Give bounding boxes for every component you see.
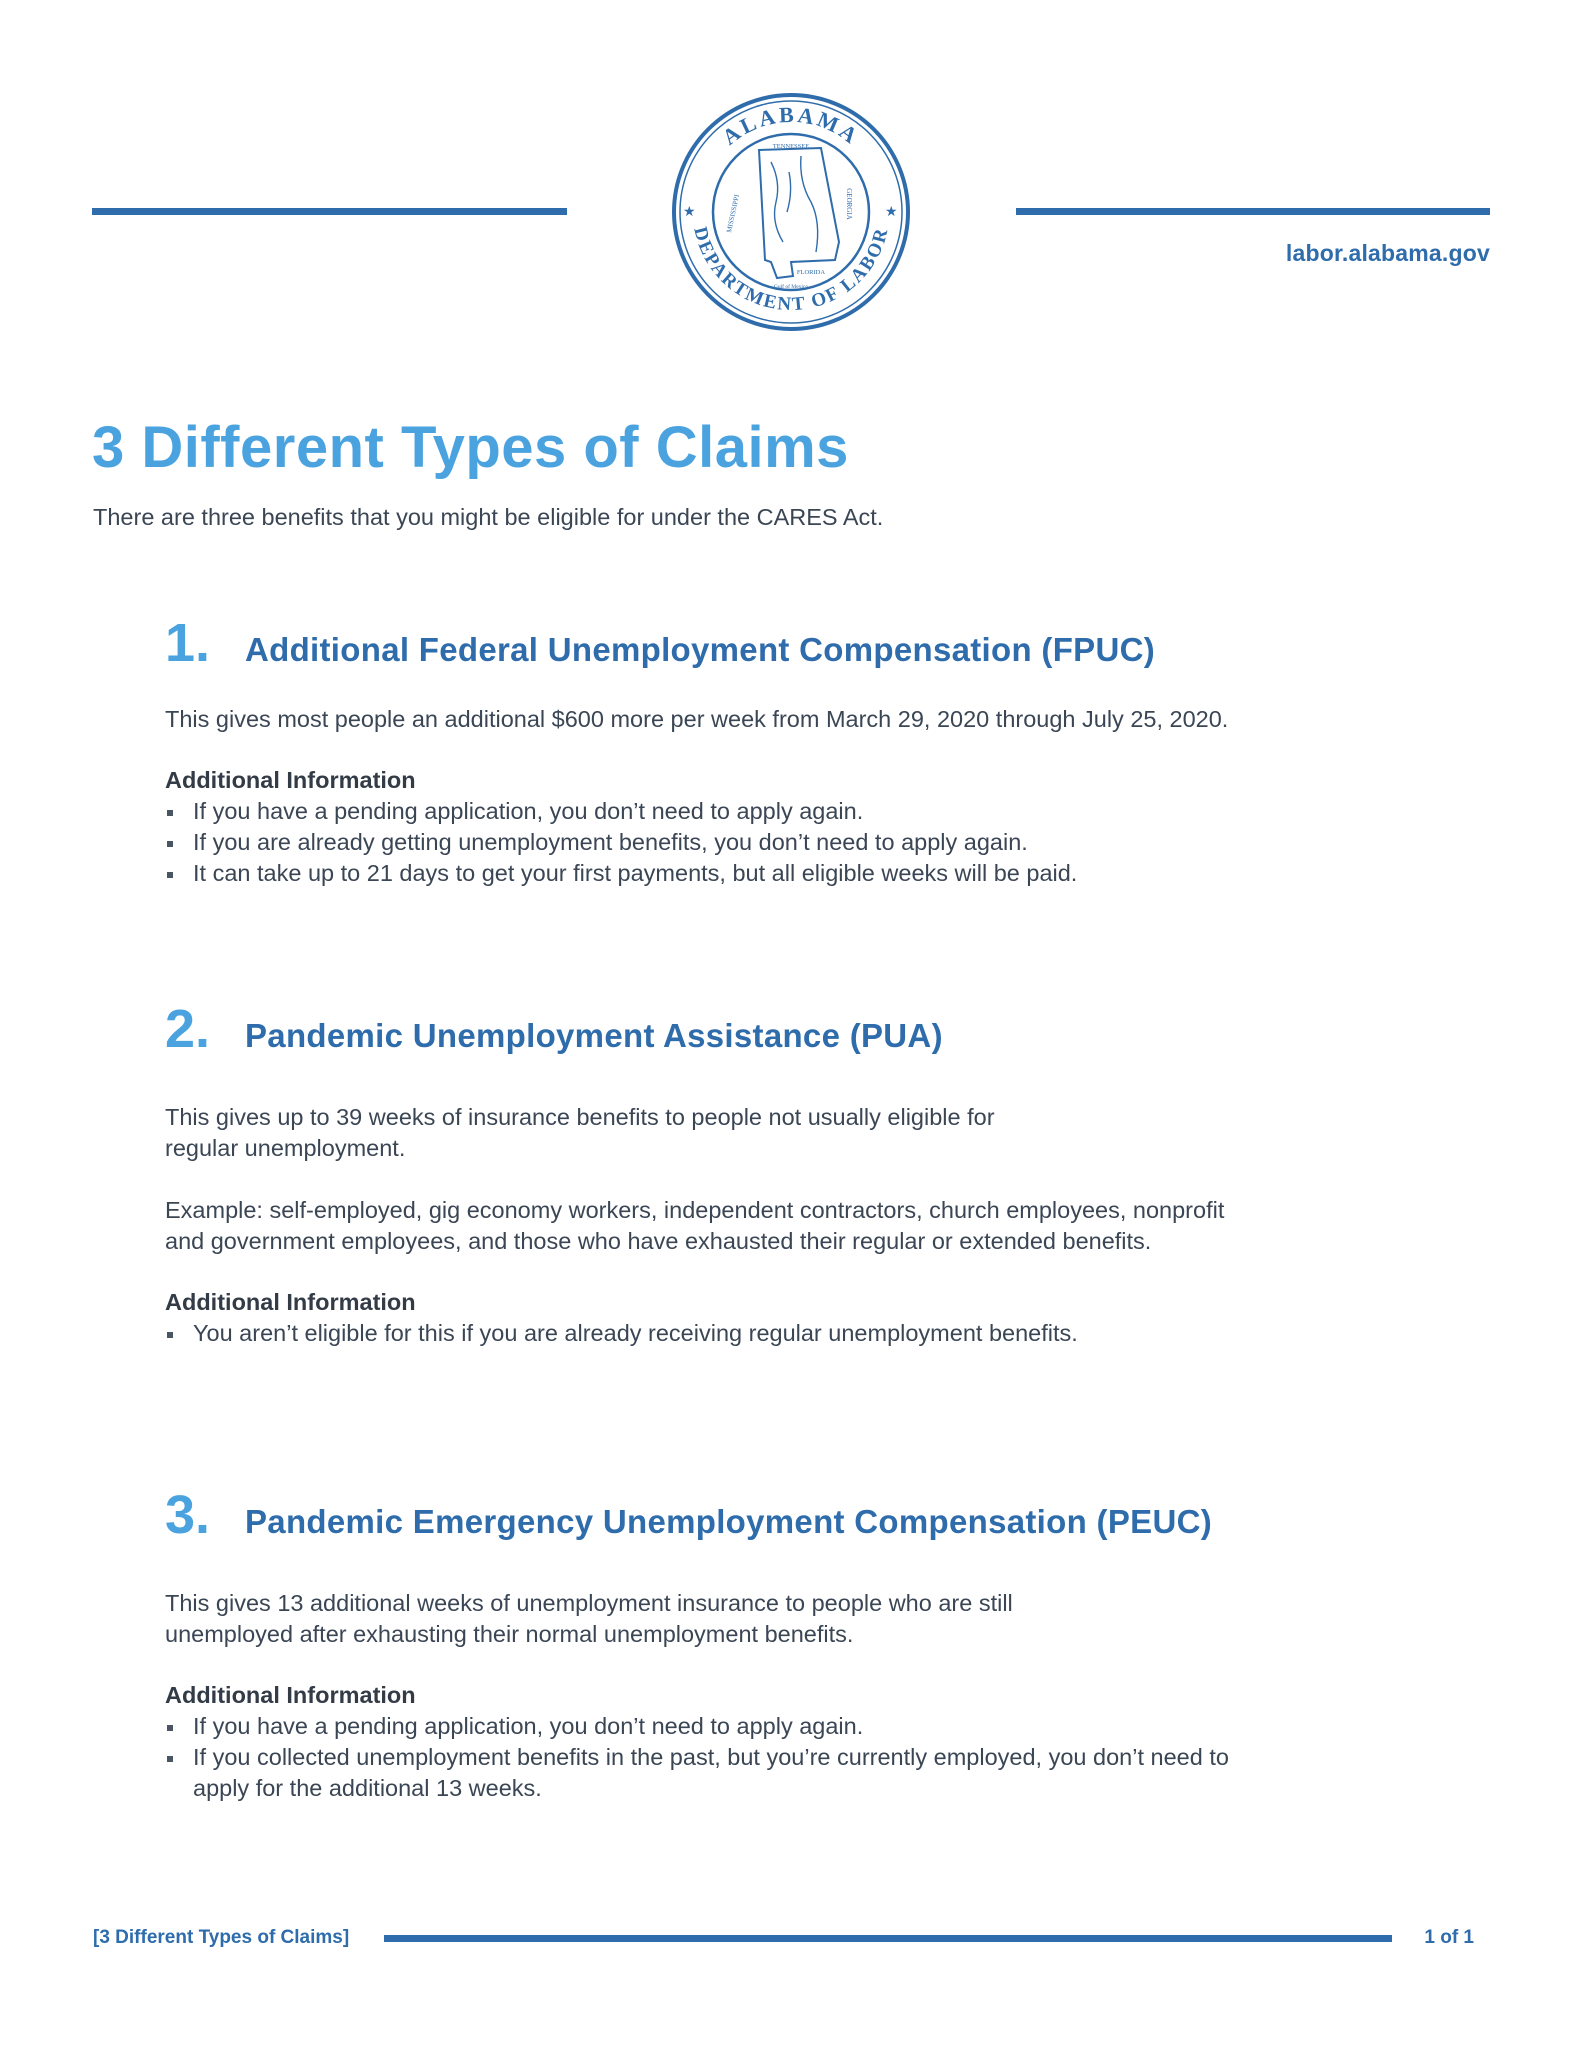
additional-info-label: Additional Information (165, 1289, 416, 1315)
intro-text: There are three benefits that you might be eligible for under the CARES Act. (93, 504, 884, 530)
section-paragraph: This gives 13 additional weeks of unemployment insurance to people who are still unemployed after exhausting their normal unemployment benefits. (165, 1590, 1013, 1647)
bullet-list (165, 1711, 1395, 1804)
seal-top-text: ALABAMA (717, 101, 865, 150)
section-header (165, 612, 1395, 674)
section-paragraph: This gives up to 39 weeks of insurance benefits to people not usually eligible for regular unemployment. (165, 1104, 995, 1161)
seal-label-mississippi: MISSISSIPPI (725, 193, 742, 234)
seal-label-florida: FLORIDA (796, 269, 826, 276)
section-paragraph: This gives most people an additional $600 more per week from March 29, 2020 through July 25, 2020. (165, 706, 1229, 732)
department-of-labor-seal (671, 92, 911, 332)
seal-label-gulf: Gulf of Mexico (773, 284, 809, 290)
section-title: Additional Federal Unemployment Compensation (FPUC) (245, 631, 1156, 668)
header-rule-left (92, 208, 567, 215)
alabama-map-outline (759, 148, 839, 278)
section-paragraph: Example: self-employed, gig economy workers, independent contractors, church employees, nonprofit and government employees, and those who have exhausted their regular or extended benefits. (165, 1197, 1225, 1254)
page-title: 3 Different Types of Claims (92, 415, 849, 480)
seal-star-right: ★ (885, 203, 898, 219)
section-peuc (165, 1484, 1395, 1804)
additional-info-label: Additional Information (165, 1682, 416, 1708)
footer-rule (384, 1935, 1392, 1942)
section-number: 3. (165, 1485, 211, 1545)
list-item: If you are already getting unemployment benefits, you don’t need to apply again. (165, 827, 1395, 858)
list-item: It can take up to 21 days to get your first payments, but all eligible weeks will be paid. (165, 858, 1395, 889)
section-title: Pandemic Emergency Unemployment Compensation (PEUC) (245, 1503, 1212, 1540)
seal-star-left: ★ (683, 203, 696, 219)
bullet-list (165, 1318, 1395, 1349)
svg-text:DEPARTMENT OF LABOR (689, 225, 892, 315)
map-rivers (771, 156, 818, 252)
seal-bottom-text: DEPARTMENT OF LABOR (689, 224, 893, 316)
section-pua (165, 998, 1395, 1349)
website-link[interactable]: labor.alabama.gov (1285, 240, 1490, 266)
list-item: If you have a pending application, you don’t need to apply again. (165, 796, 1395, 827)
list-item: If you collected unemployment benefits in the past, but you’re currently employed, you don’t need to apply for the additional 13 weeks. (165, 1742, 1395, 1804)
footer-document-title: [3 Different Types of Claims] (93, 1927, 350, 1948)
section-number: 2. (165, 999, 211, 1059)
header-rule-right (1016, 208, 1490, 215)
list-item: You aren’t eligible for this if you are already receiving regular unemployment benefits. (165, 1318, 1395, 1349)
bullet-list (165, 796, 1395, 889)
section-header (165, 998, 1395, 1060)
section-fpuc (165, 612, 1395, 889)
additional-info-label: Additional Information (165, 767, 416, 793)
list-item: If you have a pending application, you don’t need to apply again. (165, 1711, 1395, 1742)
seal-label-georgia: GEORGIA (845, 188, 853, 220)
seal-label-tennessee: TENNESSEE (772, 143, 810, 150)
section-title: Pandemic Unemployment Assistance (PUA) (245, 1017, 943, 1054)
section-header (165, 1484, 1395, 1546)
footer-page-number: 1 of 1 (1424, 1927, 1474, 1948)
section-number: 1. (165, 613, 211, 673)
